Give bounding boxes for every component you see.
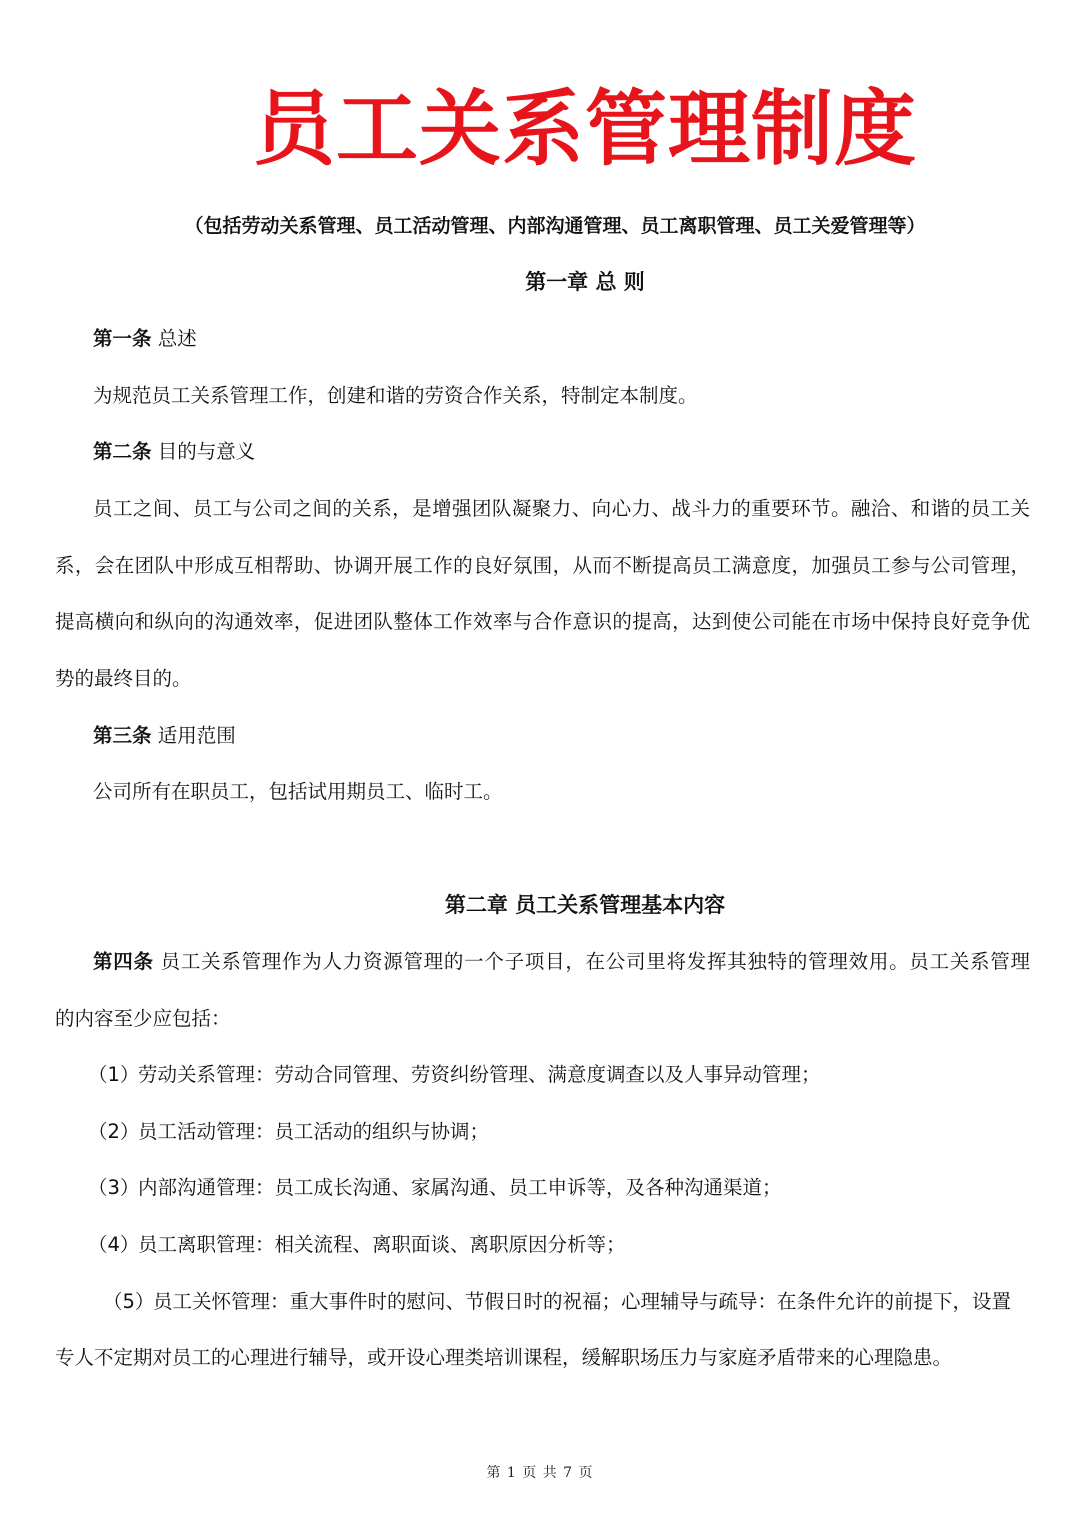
article-2-line-3: 提高横向和纵向的沟通效率，促进团队整体工作效率与合作意识的提高，达到使公司能在市场中保持良好竞争优 [55,610,1030,633]
article-4-text: 员工关系管理作为人力资源管理的一个子项目，在公司里将发挥其独特的管理效用。员工关系管理 [160,950,1030,973]
list-item-1 [88,1059,1030,1091]
article-4-label: 第四条 [93,950,154,973]
list-item-number: （2） [88,1120,140,1143]
page-subtitle: （包括劳动关系管理、员工活动管理、内部沟通管理、员工离职管理、员工关爱管理等） [184,215,926,237]
article-4-line-1 [93,946,1030,978]
article-2-label: 第二条 [93,440,152,463]
article-2-title: 目的与意义 [157,440,256,463]
article-2-heading [93,436,1030,468]
article-3-label: 第三条 [93,724,152,747]
list-item-number: （1） [88,1063,140,1086]
article-3-body: 公司所有在职员工，包括试用期员工、临时工。 [93,780,503,803]
article-4-line-2: 的内容至少应包括： [55,1007,231,1030]
list-item-number: （3） [88,1176,140,1199]
list-item-text: 员工离职管理：相关流程、离职面谈、离职原因分析等； [138,1233,626,1256]
list-item-text: 员工关怀管理：重大事件时的慰问、节假日时的祝福；心理辅导与疏导：在条件允许的前提下，设置 [153,1290,1012,1313]
list-item-5-continuation: 专人不定期对员工的心理进行辅导，或开设心理类培训课程，缓解职场压力与家庭矛盾带来的心理隐患。 [55,1346,953,1369]
list-item-2 [88,1116,1030,1148]
article-2-line-4: 势的最终目的。 [55,667,192,690]
article-3-heading [93,720,1030,752]
article-1-title: 总述 [157,327,197,350]
page-footer: 第 1 页 共 7 页 [486,1465,594,1481]
list-item-4 [88,1229,1030,1261]
list-item-text: 劳动关系管理：劳动合同管理、劳资纠纷管理、满意度调查以及人事异动管理； [138,1063,821,1086]
chapter-1-heading: 第一章 总 则 [525,270,645,294]
list-item-3 [88,1172,1030,1204]
article-2-line-2: 系，会在团队中形成互相帮助、协调开展工作的良好氛围，从而不断提高员工满意度，加强员工参与公司管理， [55,554,1030,577]
article-1-label: 第一条 [93,327,152,350]
article-2-line-1: 员工之间、员工与公司之间的关系，是增强团队凝聚力、向心力、战斗力的重要环节。融洽、和谐的员工关 [93,497,1030,520]
article-1-body: 为规范员工关系管理工作，创建和谐的劳资合作关系，特制定本制度。 [93,384,698,407]
list-item-text: 员工活动管理：员工活动的组织与协调； [138,1120,490,1143]
list-item-5 [103,1286,1030,1318]
article-1-heading [93,323,1030,355]
list-item-number: （4） [88,1233,140,1256]
list-item-text: 内部沟通管理：员工成长沟通、家属沟通、员工申诉等，及各种沟通渠道； [138,1176,782,1199]
list-item-number: （5） [103,1290,155,1313]
page-title: 员工关系管理制度 [252,82,917,177]
chapter-2-heading: 第二章 员工关系管理基本内容 [444,893,726,917]
article-3-title: 适用范围 [157,724,236,747]
